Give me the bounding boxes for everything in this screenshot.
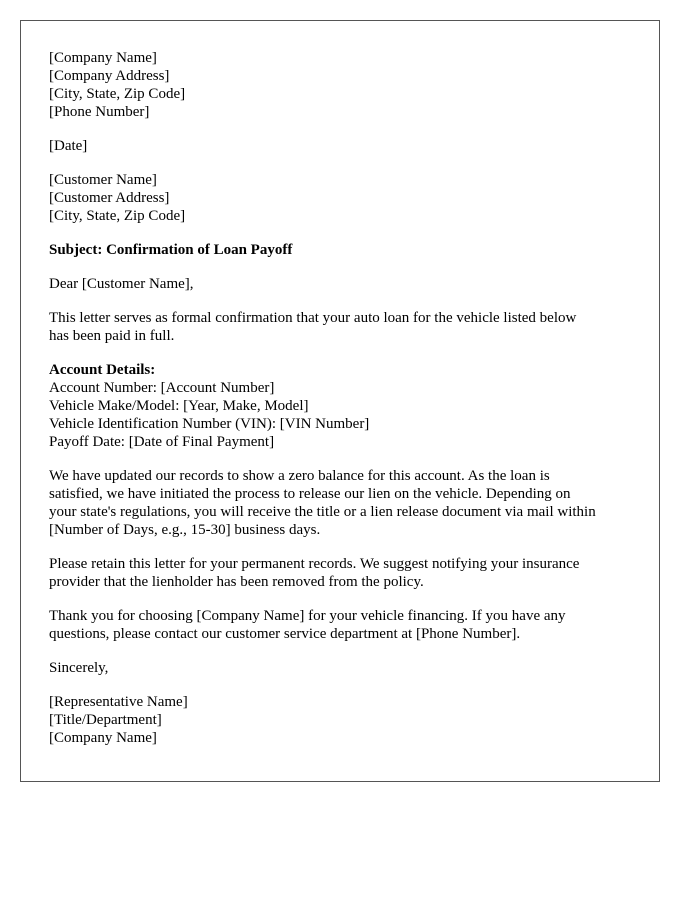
account-detail-item: Account Number: [Account Number] xyxy=(49,380,275,396)
letter-page xyxy=(20,20,660,782)
account-details-heading: Account Details: xyxy=(49,362,156,378)
account-detail-item: Vehicle Make/Model: [Year, Make, Model] xyxy=(49,398,309,414)
thanks-line: Thank you for choosing [Company Name] for your vehicle financing. If you have any xyxy=(49,608,566,624)
records-line: [Number of Days, e.g., 15-30] business days. xyxy=(49,522,321,538)
thanks-paragraph xyxy=(49,607,631,643)
retain-line: provider that the lienholder has been removed from the policy. xyxy=(49,574,424,590)
letter-date xyxy=(49,137,631,155)
records-line: We have updated our records to show a zero balance for this account. As the loan is xyxy=(49,468,550,484)
retain-line: Please retain this letter for your permanent records. We suggest notifying your insurance xyxy=(49,556,580,572)
salutation xyxy=(49,275,631,293)
intro-line: has been paid in full. xyxy=(49,328,175,344)
subject-text: Subject: Confirmation of Loan Payoff xyxy=(49,242,293,258)
account-detail-item: Payoff Date: [Date of Final Payment] xyxy=(49,434,275,450)
salutation-text: Dear [Customer Name], xyxy=(49,276,194,292)
sender-phone: [Phone Number] xyxy=(49,104,150,120)
thanks-line: questions, please contact our customer service department at [Phone Number]. xyxy=(49,626,521,642)
intro-line: This letter serves as formal confirmation that your auto loan for the vehicle listed below xyxy=(49,310,577,326)
records-line: satisfied, we have initiated the process to release our lien on the vehicle. Depending on xyxy=(49,486,571,502)
account-details-section xyxy=(49,361,631,451)
records-paragraph xyxy=(49,467,631,539)
recipient-name: [Customer Name] xyxy=(49,172,157,188)
retain-paragraph xyxy=(49,555,631,591)
recipient-address-block xyxy=(49,171,631,225)
signature-title: [Title/Department] xyxy=(49,712,162,728)
signature-representative: [Representative Name] xyxy=(49,694,188,710)
signature-block xyxy=(49,693,631,747)
closing xyxy=(49,659,631,677)
sender-company-address: [Company Address] xyxy=(49,68,170,84)
sender-company-name: [Company Name] xyxy=(49,50,157,66)
sender-address-block xyxy=(49,49,631,121)
account-detail-item: Vehicle Identification Number (VIN): [VIN Number] xyxy=(49,416,370,432)
subject-line xyxy=(49,241,631,259)
closing-text: Sincerely, xyxy=(49,660,109,676)
sender-city-state-zip: [City, State, Zip Code] xyxy=(49,86,186,102)
records-line: your state's regulations, you will receive the title or a lien release document via mail within xyxy=(49,504,596,520)
signature-company: [Company Name] xyxy=(49,730,157,746)
date-text: [Date] xyxy=(49,138,88,154)
recipient-city-state-zip: [City, State, Zip Code] xyxy=(49,208,186,224)
intro-paragraph xyxy=(49,309,631,345)
recipient-address: [Customer Address] xyxy=(49,190,170,206)
